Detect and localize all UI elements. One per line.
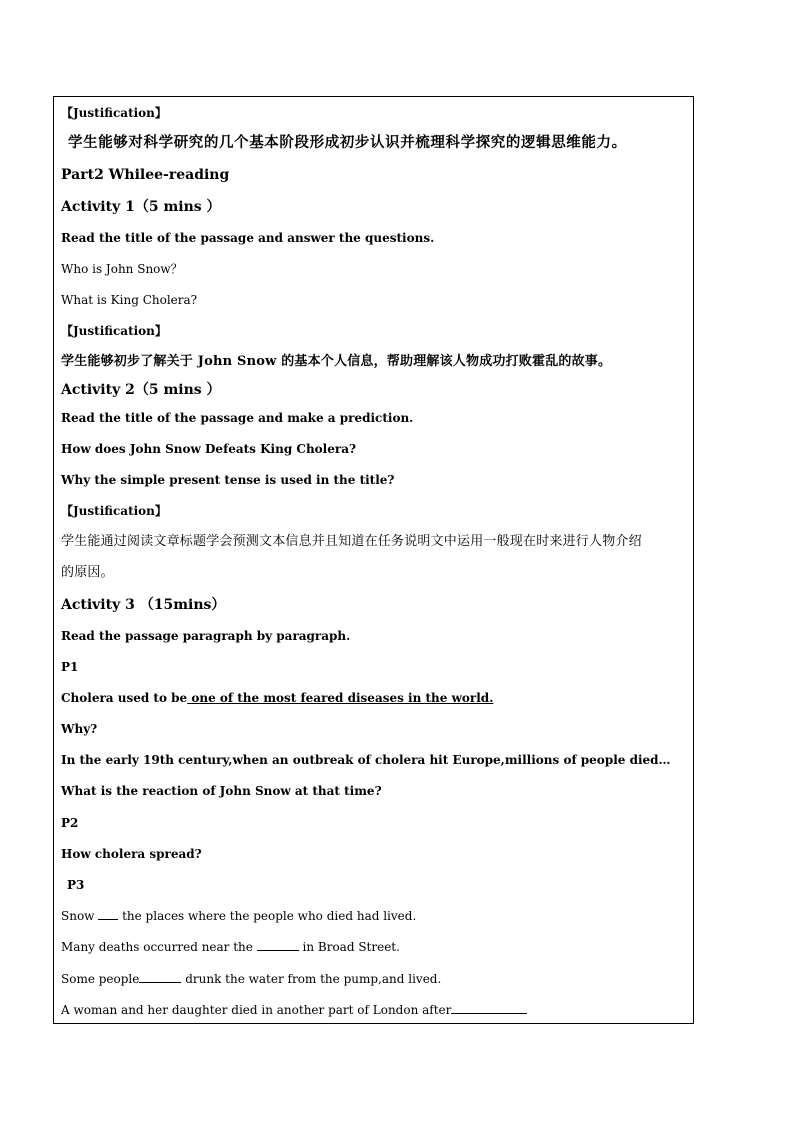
activity-3-instruction: Read the passage paragraph by paragraph. — [61, 629, 351, 643]
paragraph-2-label: P2 — [61, 816, 79, 830]
fill-blank-deaths — [61, 939, 400, 955]
fill-blank-snow-prefix: Snow — [61, 909, 99, 923]
fill-blank-snow — [61, 908, 416, 924]
lesson-plan-box — [53, 96, 694, 1024]
fill-blank-some-suffix: drunk the water from the pump,and lived. — [181, 972, 442, 986]
paragraph-1-label: P1 — [61, 660, 79, 674]
fill-blank-woman — [61, 1002, 527, 1018]
why-question: Why? — [61, 722, 98, 736]
answer-blank[interactable] — [139, 971, 181, 983]
justification-text-2: 学生能够初步了解关于 John Snow 的基本个人信息，帮助理解该人物成功打败霍乱的故事。 — [61, 354, 612, 369]
justification-text-3-line-2: 的原因。 — [61, 565, 114, 580]
paragraph-3-label: P3 — [67, 878, 85, 892]
activity-2-question-1: How does John Snow Defeats King Cholera? — [61, 442, 356, 456]
answer-blank[interactable] — [98, 908, 118, 920]
fill-blank-woman-prefix: A woman and her daughter died in another part of London after — [61, 1003, 452, 1017]
answer-blank[interactable] — [451, 1002, 527, 1014]
cholera-sentence-prefix: Cholera used to be — [61, 691, 188, 705]
spread-question: How cholera spread? — [61, 847, 202, 861]
activity-3-title: Activity 3 （15mins） — [61, 597, 226, 613]
cholera-sentence-underlined: one of the most feared diseases in the world. — [187, 691, 494, 705]
justification-label-3: 【Justification】 — [61, 504, 167, 518]
fill-blank-some-prefix: Some people — [61, 972, 140, 986]
fill-blank-deaths-suffix: in Broad Street. — [298, 940, 400, 954]
justification-text-3-line-1: 学生能通过阅读文章标题学会预测文本信息并且知道在任务说明文中运用一般现在时来进行人物介绍 — [61, 534, 642, 549]
justification-text-1: 学生能够对科学研究的几个基本阶段形成初步认识并梳理科学探究的逻辑思维能力。 — [68, 134, 627, 151]
activity-2-instruction: Read the title of the passage and make a prediction. — [61, 411, 414, 425]
fill-blank-deaths-prefix: Many deaths occurred near the — [61, 940, 257, 954]
fill-blank-snow-suffix: the places where the people who died had lived. — [118, 909, 417, 923]
activity-2-question-2: Why the simple present tense is used in the title? — [61, 473, 395, 487]
activity-1-question-1: Who is John Snow？ — [61, 262, 183, 276]
cholera-sentence — [61, 690, 493, 706]
reaction-question: What is the reaction of John Snow at that time? — [61, 784, 382, 798]
activity-1-instruction: Read the title of the passage and answer the questions. — [61, 231, 435, 245]
justification-label-2: 【Justification】 — [61, 324, 167, 338]
justification-label-1: 【Justification】 — [61, 106, 167, 120]
part2-title: Part2 Whilee-reading — [61, 167, 230, 183]
outbreak-sentence: In the early 19th century,when an outbreak of cholera hit Europe,millions of people died… — [61, 753, 671, 767]
activity-1-title: Activity 1（5 mins ） — [61, 199, 221, 215]
activity-2-title: Activity 2（5 mins ） — [61, 382, 221, 398]
answer-blank[interactable] — [257, 939, 299, 951]
activity-1-question-2: What is King Cholera? — [61, 293, 198, 307]
fill-blank-some-people — [61, 971, 441, 987]
